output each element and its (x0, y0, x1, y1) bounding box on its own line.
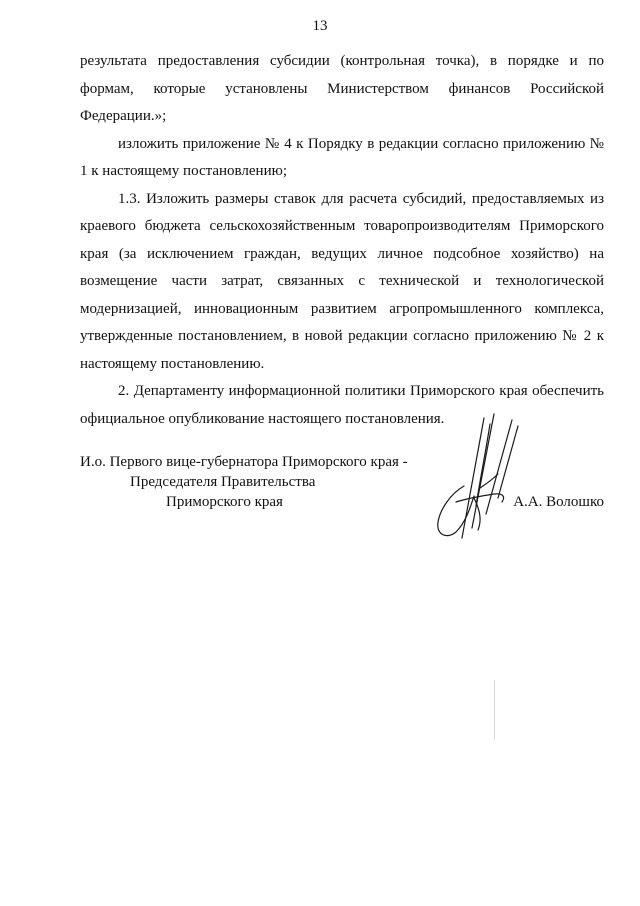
paragraph-3: 1.3. Изложить размеры ставок для расчета субсидий, предоставляемых из краевого бюджета сельскохозяйственным товаропроизводителям Приморского края (за исключением граждан, ведущих личное подсобное хозяйство) на возмещение части затрат, связанных с технической и технологической модернизацией, инновационным развитием агропромышленного комплекса, утвержденные постановлением, в новой редакции согласно приложению № 2 к настоящему постановлению. (80, 190, 604, 372)
signer-position-line-2: Председателя Правительства (130, 474, 316, 490)
signer-position-line-3: Приморского края (166, 494, 283, 510)
paragraph-2: изложить приложение № 4 к Порядку в редакции согласно приложению № 1 к настоящему постановлению; (80, 135, 604, 179)
signer-position-line-1: И.о. Первого вице-губернатора Приморского края - (80, 454, 408, 470)
handwritten-signature (420, 410, 530, 550)
document-body (80, 48, 604, 433)
page-number: 13 (312, 18, 328, 34)
paragraph-1: результата предоставления субсидии (контрольная точка), в порядке и по формам, которые установлены Министерством финансов Российской Федерации.»; (80, 53, 604, 124)
paragraph-4: 2. Департаменту информационной политики Приморского края обеспечить официальное опубликование настоящего постановления. (80, 383, 604, 427)
signer-name: А.А. Волошко (513, 494, 604, 510)
scan-artifact (494, 680, 495, 740)
